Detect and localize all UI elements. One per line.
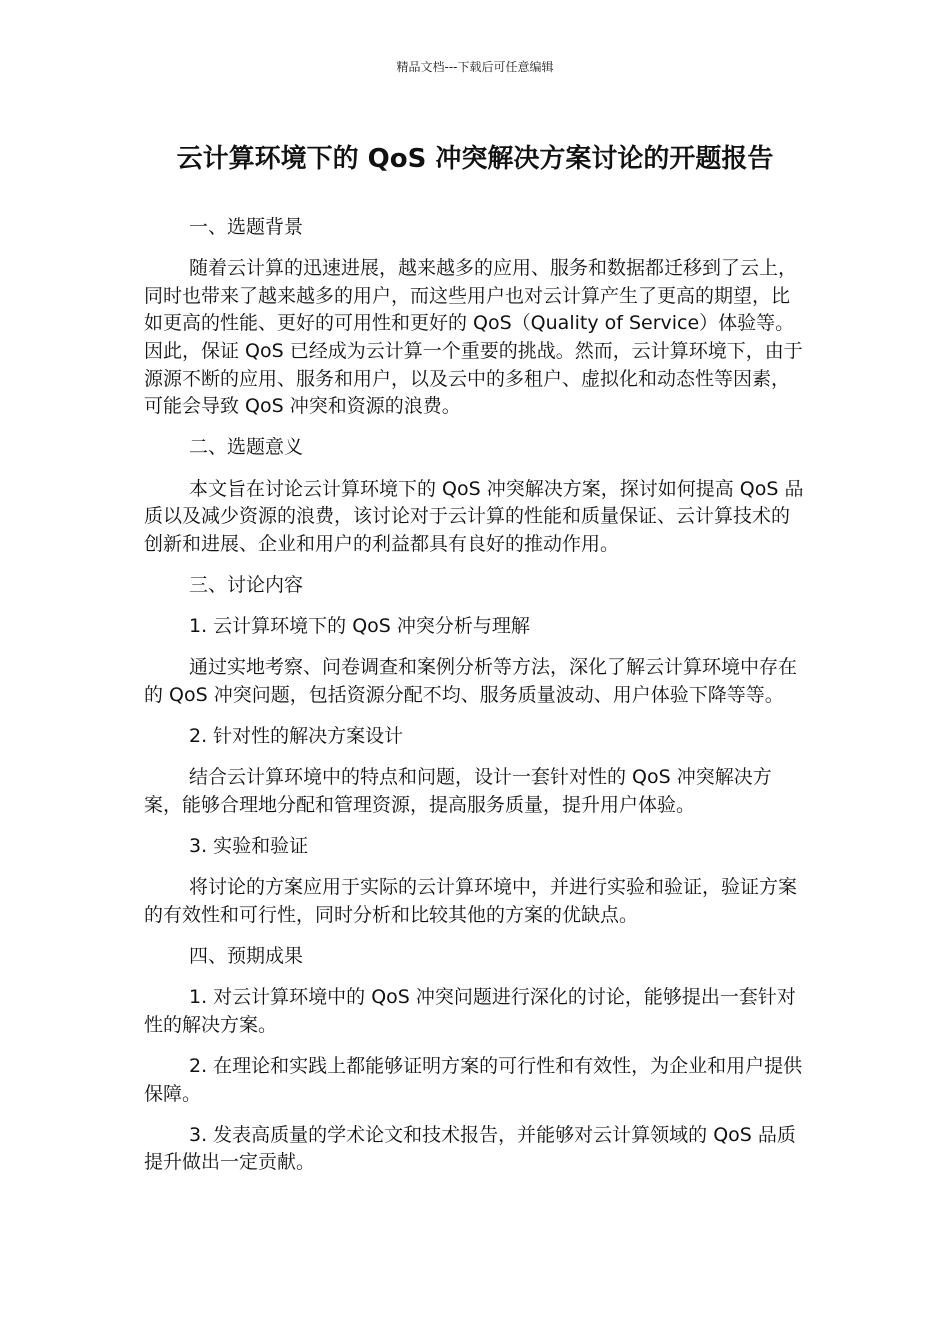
content-item-2-title: 2. 针对性的解决方案设计 <box>189 725 404 748</box>
header-note: 精品文档---下载后可任意编辑 <box>396 60 554 74</box>
content-item-1-title: 1. 云计算环境下的 QoS 冲突分析与理解 <box>189 615 530 638</box>
section-heading-content: 三、讨论内容 <box>189 573 304 596</box>
section-heading-significance: 二、选题意义 <box>189 436 304 459</box>
outcome-item-1: 1. 对云计算环境中的 QoS 冲突问题进行深化的讨论，能够提出一套针对性的解决方案。 <box>144 986 796 1036</box>
content-item-1-body: 通过实地考察、问卷调查和案例分析等方法，深化了解云计算环境中存在的 QoS 冲突问题，包括资源分配不均、服务质量波动、用户体验下降等等。 <box>144 656 798 706</box>
content-item-3-body: 将讨论的方案应用于实际的云计算环境中，并进行实验和验证，验证方案的有效性和可行性，同时分析和比较其他的方案的优缺点。 <box>144 876 798 926</box>
document-title: 云计算环境下的 QoS 冲突解决方案讨论的开题报告 <box>176 144 774 174</box>
background-paragraph: 随着云计算的迅速进展，越来越多的应用、服务和数据都迁移到了云上，同时也带来了越来越多的用户，而这些用户也对云计算产生了更高的期望，比如更高的性能、更好的可用性和更好的 QoS（Quality of Service）体验等。因此，保证 QoS 已经成为云计算一个重要的挑战。然而，云计算环境下，由于源源不断的应用、服务和用户，以及云中的多租户、虚拟化和动态性等因素，可能会导致 QoS 冲突和资源的浪费。 <box>144 257 803 418</box>
section-heading-outcomes: 四、预期成果 <box>189 945 304 967</box>
content-item-2-body: 结合云计算环境中的特点和问题，设计一套针对性的 QoS 冲突解决方案，能够合理地分配和管理资源，提高服务质量，提升用户体验。 <box>144 766 772 816</box>
outcome-item-2: 2. 在理论和实践上都能够证明方案的可行性和有效性，为企业和用户提供保障。 <box>144 1054 803 1105</box>
section-heading-background: 一、选题背景 <box>189 216 304 238</box>
significance-paragraph: 本文旨在讨论云计算环境下的 QoS 冲突解决方案，探讨如何提高 QoS 品质以及减少资源的浪费，该讨论对于云计算的性能和质量保证、云计算技术的创新和进展、企业和用户的利益都具有良好的推动作用。 <box>144 477 804 555</box>
document-body <box>144 214 806 1191</box>
content-item-3-title: 3. 实验和验证 <box>189 835 309 858</box>
outcome-item-3: 3. 发表高质量的学术论文和技术报告，并能够对云计算领域的 QoS 品质提升做出一定贡献。 <box>144 1123 796 1174</box>
